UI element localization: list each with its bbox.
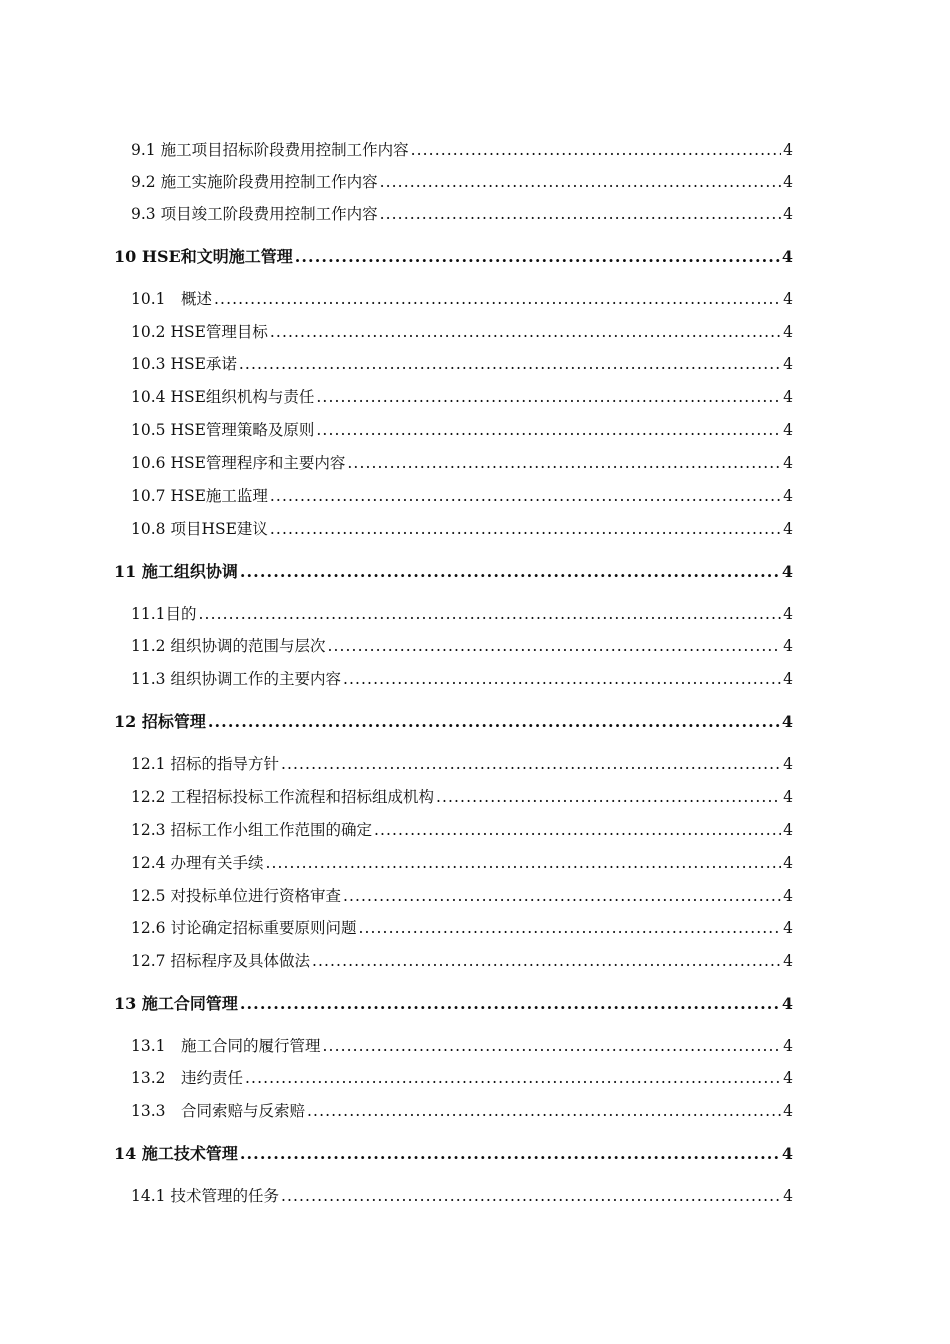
toc-page-number: 4 xyxy=(783,605,793,623)
toc-section-entry[interactable] xyxy=(131,451,793,475)
toc-entry-title: 11.2 组织协调的范围与层次 xyxy=(131,637,326,655)
toc-section-entry[interactable] xyxy=(131,287,793,311)
toc-chapter-entry[interactable] xyxy=(114,560,793,584)
toc-entry-title: 14.1 技术管理的任务 xyxy=(131,1187,279,1205)
toc-dot-leader xyxy=(239,352,781,376)
toc-page-number: 4 xyxy=(783,821,793,839)
toc-page-number: 4 xyxy=(781,994,793,1013)
toc-page-number: 4 xyxy=(783,487,793,505)
toc-dot-leader xyxy=(214,287,781,311)
toc-section-entry[interactable] xyxy=(131,320,793,344)
toc-entry-title: 12.1 招标的指导方针 xyxy=(131,755,279,773)
toc-page-number: 4 xyxy=(781,562,793,581)
toc-page-number: 4 xyxy=(783,205,793,223)
toc-entry-title: 13.1 施工合同的履行管理 xyxy=(131,1037,321,1055)
toc-page-number: 4 xyxy=(783,755,793,773)
toc-dot-leader xyxy=(281,752,781,776)
toc-section-entry[interactable] xyxy=(131,667,793,691)
toc-dot-leader xyxy=(436,785,781,809)
toc-entry-title: 10.6 HSE管理程序和主要内容 xyxy=(131,454,346,472)
toc-page-number: 4 xyxy=(783,887,793,905)
toc-dot-leader xyxy=(295,245,780,269)
toc-entry-title: 9.2 施工实施阶段费用控制工作内容 xyxy=(131,173,378,191)
toc-dot-leader xyxy=(240,560,780,584)
toc-page-number: 4 xyxy=(781,247,793,266)
toc-dot-leader xyxy=(240,1142,780,1166)
toc-entry-title: 12.6 讨论确定招标重要原则问题 xyxy=(131,919,357,937)
toc-dot-leader xyxy=(374,818,781,842)
toc-section-entry[interactable] xyxy=(131,418,793,442)
toc-page-number: 4 xyxy=(781,1144,793,1163)
toc-page-number: 4 xyxy=(783,788,793,806)
toc-section-entry[interactable] xyxy=(131,884,793,908)
toc-section-entry[interactable] xyxy=(131,1066,793,1090)
toc-section-entry[interactable] xyxy=(131,1099,793,1123)
toc-section-entry[interactable] xyxy=(131,1184,793,1208)
toc-entry-title: 9.3 项目竣工阶段费用控制工作内容 xyxy=(131,205,378,223)
toc-page-number: 4 xyxy=(781,712,793,731)
toc-page-number: 4 xyxy=(783,290,793,308)
toc-dot-leader xyxy=(270,517,781,541)
toc-entry-title: 10.1 概述 xyxy=(131,290,213,308)
toc-entry-title: 12.4 办理有关手续 xyxy=(131,854,264,872)
toc-entry-title: 10.2 HSE管理目标 xyxy=(131,323,268,341)
toc-page-number: 4 xyxy=(783,637,793,655)
toc-entry-title: 12 招标管理 xyxy=(114,712,206,731)
toc-section-entry[interactable] xyxy=(131,484,793,508)
toc-page-number: 4 xyxy=(783,520,793,538)
toc-entry-title: 10.7 HSE施工监理 xyxy=(131,487,268,505)
toc-dot-leader xyxy=(316,418,781,442)
toc-entry-title: 11.3 组织协调工作的主要内容 xyxy=(131,670,341,688)
toc-page-number: 4 xyxy=(783,421,793,439)
toc-chapter-entry[interactable] xyxy=(114,710,793,734)
toc-entry-title: 10.4 HSE组织机构与责任 xyxy=(131,388,315,406)
toc-page-number: 4 xyxy=(783,1102,793,1120)
toc-entry-title: 11.1目的 xyxy=(131,605,197,623)
toc-entry-title: 12.7 招标程序及具体做法 xyxy=(131,952,310,970)
toc-dot-leader xyxy=(327,634,781,658)
toc-section-entry[interactable] xyxy=(131,818,793,842)
toc-entry-title: 11 施工组织协调 xyxy=(114,562,238,581)
toc-section-entry[interactable] xyxy=(131,202,793,226)
toc-section-entry[interactable] xyxy=(131,752,793,776)
toc-section-entry[interactable] xyxy=(131,385,793,409)
toc-dot-leader xyxy=(316,385,781,409)
toc-chapter-entry[interactable] xyxy=(114,245,793,269)
toc-entry-title: 12.2 工程招标投标工作流程和招标组成机构 xyxy=(131,788,434,806)
toc-entry-title: 10.5 HSE管理策略及原则 xyxy=(131,421,315,439)
toc-entry-title: 9.1 施工项目招标阶段费用控制工作内容 xyxy=(131,141,409,159)
toc-dot-leader xyxy=(343,667,781,691)
toc-section-entry[interactable] xyxy=(131,785,793,809)
toc-section-entry[interactable] xyxy=(131,138,793,162)
toc-dot-leader xyxy=(208,710,780,734)
toc-dot-leader xyxy=(380,202,781,226)
toc-page-number: 4 xyxy=(783,388,793,406)
toc-page-number: 4 xyxy=(783,454,793,472)
toc-dot-leader xyxy=(240,992,780,1016)
toc-entry-title: 10.8 项目HSE建议 xyxy=(131,520,268,538)
toc-entry-title: 12.5 对投标单位进行资格审查 xyxy=(131,887,341,905)
toc-page-number: 4 xyxy=(783,173,793,191)
toc-entry-title: 14 施工技术管理 xyxy=(114,1144,238,1163)
toc-dot-leader xyxy=(270,484,781,508)
toc-entry-title: 10 HSE和文明施工管理 xyxy=(114,247,293,266)
toc-page-number: 4 xyxy=(783,141,793,159)
toc-dot-leader xyxy=(347,451,781,475)
toc-entry-title: 13.3 合同索赔与反索赔 xyxy=(131,1102,306,1120)
toc-page-number: 4 xyxy=(783,1069,793,1087)
toc-dot-leader xyxy=(380,170,781,194)
toc-page-number: 4 xyxy=(783,355,793,373)
toc-dot-leader xyxy=(199,602,781,626)
toc-page-number: 4 xyxy=(783,1037,793,1055)
toc-page-number: 4 xyxy=(783,1187,793,1205)
toc-entry-title: 13 施工合同管理 xyxy=(114,994,238,1013)
toc-entry-title: 10.3 HSE承诺 xyxy=(131,355,237,373)
toc-section-entry[interactable] xyxy=(131,1034,793,1058)
toc-section-entry[interactable] xyxy=(131,634,793,658)
toc-chapter-entry[interactable] xyxy=(114,992,793,1016)
toc-page-number: 4 xyxy=(783,919,793,937)
toc-entry-title: 12.3 招标工作小组工作范围的确定 xyxy=(131,821,372,839)
toc-section-entry[interactable] xyxy=(131,170,793,194)
toc-dot-leader xyxy=(307,1099,781,1123)
toc-section-entry[interactable] xyxy=(131,949,793,973)
toc-dot-leader xyxy=(358,916,781,940)
toc-dot-leader xyxy=(343,884,781,908)
toc-dot-leader xyxy=(312,949,781,973)
toc-chapter-entry[interactable] xyxy=(114,1142,793,1166)
toc-page-number: 4 xyxy=(783,952,793,970)
toc-page-number: 4 xyxy=(783,670,793,688)
toc-page-number: 4 xyxy=(783,323,793,341)
toc-dot-leader xyxy=(411,138,781,162)
toc-dot-leader xyxy=(281,1184,781,1208)
toc-section-entry[interactable] xyxy=(131,517,793,541)
toc-dot-leader xyxy=(270,320,781,344)
toc-section-entry[interactable] xyxy=(131,851,793,875)
toc-dot-leader xyxy=(323,1034,781,1058)
toc-section-entry[interactable] xyxy=(131,916,793,940)
toc-section-entry[interactable] xyxy=(131,352,793,376)
toc-entry-title: 13.2 违约责任 xyxy=(131,1069,244,1087)
toc-dot-leader xyxy=(245,1066,781,1090)
toc-dot-leader xyxy=(265,851,781,875)
toc-page-number: 4 xyxy=(783,854,793,872)
toc-section-entry[interactable] xyxy=(131,602,793,626)
